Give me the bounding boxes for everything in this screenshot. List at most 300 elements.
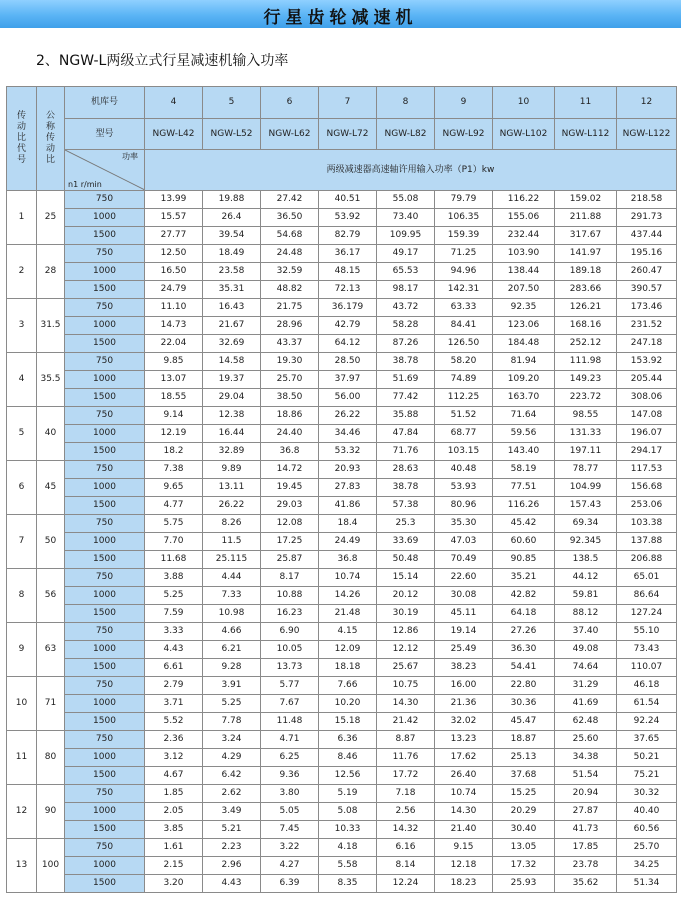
power-value-cell: 21.40: [435, 821, 493, 839]
ratio-code-cell: 9: [7, 623, 37, 677]
power-value-cell: 308.06: [617, 389, 677, 407]
power-value-cell: 58.20: [435, 353, 493, 371]
power-value-cell: 126.50: [435, 335, 493, 353]
power-value-cell: 80.96: [435, 497, 493, 515]
power-value-cell: 110.07: [617, 659, 677, 677]
power-value-cell: 19.30: [261, 353, 319, 371]
model-cell: NGW-L82: [377, 119, 435, 150]
power-value-cell: 30.32: [617, 785, 677, 803]
power-value-cell: 16.44: [203, 425, 261, 443]
power-value-cell: 92.35: [493, 299, 555, 317]
power-value-cell: 9.28: [203, 659, 261, 677]
speed-cell: 750: [65, 407, 145, 425]
power-value-cell: 103.15: [435, 443, 493, 461]
power-value-cell: 21.36: [435, 695, 493, 713]
power-value-cell: 7.78: [203, 713, 261, 731]
power-value-cell: 35.31: [203, 281, 261, 299]
power-value-cell: 437.44: [617, 227, 677, 245]
power-value-cell: 25.115: [203, 551, 261, 569]
power-value-cell: 39.54: [203, 227, 261, 245]
power-value-cell: 38.50: [261, 389, 319, 407]
power-value-cell: 252.12: [555, 335, 617, 353]
power-value-cell: 18.23: [435, 875, 493, 893]
power-value-cell: 20.93: [319, 461, 377, 479]
power-value-cell: 7.18: [377, 785, 435, 803]
table-row: [7, 479, 677, 497]
power-value-cell: 17.25: [261, 533, 319, 551]
power-value-cell: 92.24: [617, 713, 677, 731]
speed-cell: 1000: [65, 371, 145, 389]
power-value-cell: 163.70: [493, 389, 555, 407]
power-value-cell: 17.72: [377, 767, 435, 785]
power-value-cell: 27.87: [555, 803, 617, 821]
nominal-ratio-char: 动: [45, 144, 55, 154]
ratio-code-cell: 11: [7, 731, 37, 785]
power-value-cell: 16.50: [145, 263, 203, 281]
power-value-cell: 18.2: [145, 443, 203, 461]
power-value-cell: 47.84: [377, 425, 435, 443]
ratio-code-char: 动: [16, 122, 26, 132]
power-value-cell: 117.53: [617, 461, 677, 479]
power-value-cell: 55.08: [377, 191, 435, 209]
power-value-cell: 41.73: [555, 821, 617, 839]
table-row: [7, 497, 677, 515]
table-row: [7, 443, 677, 461]
power-value-cell: 10.05: [261, 641, 319, 659]
speed-cell: 1500: [65, 821, 145, 839]
power-value-cell: 247.18: [617, 335, 677, 353]
power-value-cell: 35.21: [493, 569, 555, 587]
speed-cell: 1500: [65, 227, 145, 245]
power-value-cell: 317.67: [555, 227, 617, 245]
frame-cell: 6: [261, 87, 319, 119]
power-value-cell: 155.06: [493, 209, 555, 227]
power-value-cell: 18.87: [493, 731, 555, 749]
power-value-cell: 2.23: [203, 839, 261, 857]
speed-cell: 1000: [65, 533, 145, 551]
power-value-cell: 32.69: [203, 335, 261, 353]
power-value-cell: 30.36: [493, 695, 555, 713]
power-value-cell: 4.71: [261, 731, 319, 749]
power-value-cell: 40.40: [617, 803, 677, 821]
power-value-cell: 12.56: [319, 767, 377, 785]
power-value-cell: 21.48: [319, 605, 377, 623]
power-value-cell: 41.69: [555, 695, 617, 713]
power-value-cell: 74.89: [435, 371, 493, 389]
speed-cell: 750: [65, 245, 145, 263]
table-row: [7, 623, 677, 641]
power-value-cell: 20.94: [555, 785, 617, 803]
section-title: 2、NGW-L两级立式行星减速机输入功率: [36, 53, 289, 69]
frame-cell: 12: [617, 87, 677, 119]
ratio-code-cell: 8: [7, 569, 37, 623]
power-value-cell: 11.76: [377, 749, 435, 767]
power-value-cell: 23.78: [555, 857, 617, 875]
power-value-cell: 40.48: [435, 461, 493, 479]
power-value-cell: 10.33: [319, 821, 377, 839]
power-value-cell: 31.29: [555, 677, 617, 695]
power-value-cell: 25.70: [261, 371, 319, 389]
model-cell: NGW-L72: [319, 119, 377, 150]
power-value-cell: 50.48: [377, 551, 435, 569]
power-value-cell: 25.13: [493, 749, 555, 767]
power-value-cell: 283.66: [555, 281, 617, 299]
power-value-cell: 141.97: [555, 245, 617, 263]
power-value-cell: 51.34: [617, 875, 677, 893]
power-value-cell: 25.49: [435, 641, 493, 659]
frame-cell: 5: [203, 87, 261, 119]
power-value-cell: 6.25: [261, 749, 319, 767]
power-value-cell: 109.20: [493, 371, 555, 389]
power-value-cell: 26.40: [435, 767, 493, 785]
table-row: [7, 695, 677, 713]
power-value-cell: 26.22: [203, 497, 261, 515]
power-value-cell: 10.74: [319, 569, 377, 587]
nominal-ratio-char: 公: [45, 111, 55, 121]
power-value-cell: 3.85: [145, 821, 203, 839]
power-value-cell: 30.19: [377, 605, 435, 623]
power-value-cell: 4.15: [319, 623, 377, 641]
power-value-cell: 45.47: [493, 713, 555, 731]
table-row: [7, 227, 677, 245]
power-label: 功率: [122, 152, 138, 161]
power-value-cell: 32.02: [435, 713, 493, 731]
power-value-cell: 116.22: [493, 191, 555, 209]
power-value-cell: 2.62: [203, 785, 261, 803]
power-value-cell: 3.80: [261, 785, 319, 803]
power-value-cell: 56.00: [319, 389, 377, 407]
power-value-cell: 5.77: [261, 677, 319, 695]
ratio-code-cell: 6: [7, 461, 37, 515]
power-value-cell: 3.12: [145, 749, 203, 767]
power-value-cell: 36.17: [319, 245, 377, 263]
table-row: [7, 839, 677, 857]
ratio-code-cell: 7: [7, 515, 37, 569]
ratio-code-cell: 3: [7, 299, 37, 353]
power-value-cell: 153.92: [617, 353, 677, 371]
power-value-cell: 159.39: [435, 227, 493, 245]
power-value-cell: 10.74: [435, 785, 493, 803]
power-value-cell: 41.86: [319, 497, 377, 515]
power-value-cell: 7.70: [145, 533, 203, 551]
power-value-cell: 137.88: [617, 533, 677, 551]
power-value-cell: 12.50: [145, 245, 203, 263]
power-value-cell: 2.05: [145, 803, 203, 821]
speed-cell: 1000: [65, 479, 145, 497]
power-value-cell: 48.82: [261, 281, 319, 299]
power-value-cell: 260.47: [617, 263, 677, 281]
power-value-cell: 62.48: [555, 713, 617, 731]
nominal-ratio-cell: 100: [37, 839, 65, 893]
table-row: [7, 821, 677, 839]
power-value-cell: 38.23: [435, 659, 493, 677]
power-value-cell: 27.26: [493, 623, 555, 641]
power-value-cell: 12.18: [435, 857, 493, 875]
power-value-cell: 22.60: [435, 569, 493, 587]
power-value-cell: 13.11: [203, 479, 261, 497]
power-value-cell: 27.83: [319, 479, 377, 497]
power-value-cell: 5.05: [261, 803, 319, 821]
table-row: [7, 659, 677, 677]
power-value-cell: 71.64: [493, 407, 555, 425]
power-value-cell: 21.75: [261, 299, 319, 317]
power-value-cell: 42.82: [493, 587, 555, 605]
power-value-cell: 4.18: [319, 839, 377, 857]
power-value-cell: 9.15: [435, 839, 493, 857]
power-value-cell: 94.96: [435, 263, 493, 281]
nominal-ratio-char: 传: [45, 133, 55, 143]
speed-cell: 1000: [65, 803, 145, 821]
power-value-cell: 9.89: [203, 461, 261, 479]
power-value-cell: 49.17: [377, 245, 435, 263]
frame-number-label: 机库号: [65, 87, 145, 119]
ratio-code-char: 比: [16, 133, 26, 143]
ratio-code-cell: 5: [7, 407, 37, 461]
table-row: [7, 425, 677, 443]
power-value-cell: 53.93: [435, 479, 493, 497]
ratio-code-cell: 2: [7, 245, 37, 299]
power-value-cell: 51.52: [435, 407, 493, 425]
table-row: [7, 389, 677, 407]
speed-cell: 1500: [65, 875, 145, 893]
power-value-cell: 6.16: [377, 839, 435, 857]
power-value-cell: 11.10: [145, 299, 203, 317]
table-row: [7, 245, 677, 263]
power-value-cell: 8.87: [377, 731, 435, 749]
nominal-ratio-cell: 45: [37, 461, 65, 515]
power-value-cell: 5.75: [145, 515, 203, 533]
power-value-cell: 123.06: [493, 317, 555, 335]
power-value-cell: 19.14: [435, 623, 493, 641]
power-value-cell: 7.66: [319, 677, 377, 695]
power-value-cell: 70.49: [435, 551, 493, 569]
power-value-cell: 184.48: [493, 335, 555, 353]
power-value-cell: 45.42: [493, 515, 555, 533]
power-value-cell: 104.99: [555, 479, 617, 497]
nominal-ratio-cell: 31.5: [37, 299, 65, 353]
power-value-cell: 149.23: [555, 371, 617, 389]
power-value-cell: 10.88: [261, 587, 319, 605]
power-value-cell: 48.15: [319, 263, 377, 281]
power-value-cell: 8.46: [319, 749, 377, 767]
power-value-cell: 19.45: [261, 479, 319, 497]
power-value-cell: 19.88: [203, 191, 261, 209]
page-title: 行星齿轮减速机: [263, 8, 418, 28]
power-value-cell: 29.04: [203, 389, 261, 407]
power-value-cell: 291.73: [617, 209, 677, 227]
power-value-cell: 5.21: [203, 821, 261, 839]
power-value-cell: 11.68: [145, 551, 203, 569]
power-value-cell: 25.87: [261, 551, 319, 569]
power-value-cell: 84.41: [435, 317, 493, 335]
power-value-cell: 43.72: [377, 299, 435, 317]
power-value-cell: 14.30: [377, 695, 435, 713]
power-value-cell: 44.12: [555, 569, 617, 587]
power-value-cell: 3.33: [145, 623, 203, 641]
power-value-cell: 6.61: [145, 659, 203, 677]
ratio-code-header: [7, 87, 37, 191]
power-value-cell: 12.09: [319, 641, 377, 659]
power-value-cell: 60.56: [617, 821, 677, 839]
power-value-cell: 13.99: [145, 191, 203, 209]
speed-cell: 750: [65, 785, 145, 803]
ratio-code-char: 代: [16, 144, 26, 154]
speed-cell: 1500: [65, 497, 145, 515]
power-value-cell: 9.36: [261, 767, 319, 785]
power-value-cell: 16.23: [261, 605, 319, 623]
speed-cell: 750: [65, 515, 145, 533]
speed-cell: 1000: [65, 425, 145, 443]
power-value-cell: 4.27: [261, 857, 319, 875]
model-cell: NGW-L92: [435, 119, 493, 150]
power-value-cell: 35.62: [555, 875, 617, 893]
model-label: 型号: [65, 119, 145, 150]
power-value-cell: 12.86: [377, 623, 435, 641]
power-value-cell: 1.61: [145, 839, 203, 857]
power-value-cell: 207.50: [493, 281, 555, 299]
power-table: [6, 86, 677, 893]
power-value-cell: 58.19: [493, 461, 555, 479]
speed-cell: 1000: [65, 587, 145, 605]
power-value-cell: 10.75: [377, 677, 435, 695]
power-value-cell: 1.85: [145, 785, 203, 803]
power-value-cell: 69.34: [555, 515, 617, 533]
power-value-cell: 26.22: [319, 407, 377, 425]
power-value-cell: 116.26: [493, 497, 555, 515]
power-value-cell: 4.29: [203, 749, 261, 767]
model-cell: NGW-L102: [493, 119, 555, 150]
power-value-cell: 17.62: [435, 749, 493, 767]
power-value-cell: 92.345: [555, 533, 617, 551]
speed-cell: 1000: [65, 695, 145, 713]
power-value-cell: 111.98: [555, 353, 617, 371]
power-value-cell: 211.88: [555, 209, 617, 227]
power-value-cell: 294.17: [617, 443, 677, 461]
power-value-cell: 50.21: [617, 749, 677, 767]
power-value-cell: 5.58: [319, 857, 377, 875]
power-value-cell: 34.38: [555, 749, 617, 767]
power-value-cell: 42.79: [319, 317, 377, 335]
power-value-cell: 8.14: [377, 857, 435, 875]
power-value-cell: 223.72: [555, 389, 617, 407]
power-value-cell: 19.37: [203, 371, 261, 389]
power-value-cell: 4.43: [203, 875, 261, 893]
ratio-code-cell: 4: [7, 353, 37, 407]
speed-cell: 1500: [65, 335, 145, 353]
power-value-cell: 2.36: [145, 731, 203, 749]
nominal-ratio-cell: 25: [37, 191, 65, 245]
speed-cell: 1000: [65, 317, 145, 335]
speed-cell: 750: [65, 677, 145, 695]
power-value-cell: 7.67: [261, 695, 319, 713]
power-value-cell: 24.40: [261, 425, 319, 443]
power-value-cell: 9.85: [145, 353, 203, 371]
power-value-cell: 37.40: [555, 623, 617, 641]
power-value-cell: 8.26: [203, 515, 261, 533]
power-value-cell: 74.64: [555, 659, 617, 677]
power-value-cell: 37.65: [617, 731, 677, 749]
power-value-cell: 32.59: [261, 263, 319, 281]
diagonal-header-cell: [65, 150, 145, 191]
table-row: [7, 299, 677, 317]
speed-cell: 1000: [65, 641, 145, 659]
speed-cell: 1500: [65, 281, 145, 299]
speed-cell: 1500: [65, 443, 145, 461]
power-value-cell: 16.43: [203, 299, 261, 317]
table-row: [7, 605, 677, 623]
speed-cell: 750: [65, 461, 145, 479]
power-value-cell: 53.32: [319, 443, 377, 461]
power-value-cell: 36.50: [261, 209, 319, 227]
table-row: [7, 353, 677, 371]
frame-cell: 10: [493, 87, 555, 119]
power-value-cell: 64.18: [493, 605, 555, 623]
speed-cell: 750: [65, 299, 145, 317]
power-value-cell: 18.18: [319, 659, 377, 677]
power-value-cell: 35.30: [435, 515, 493, 533]
power-value-cell: 57.38: [377, 497, 435, 515]
table-row: [7, 281, 677, 299]
table-row: [7, 857, 677, 875]
power-value-cell: 9.14: [145, 407, 203, 425]
table-row: [7, 191, 677, 209]
power-value-cell: 25.70: [617, 839, 677, 857]
power-value-cell: 59.56: [493, 425, 555, 443]
power-value-cell: 106.35: [435, 209, 493, 227]
power-value-cell: 253.06: [617, 497, 677, 515]
power-value-cell: 12.24: [377, 875, 435, 893]
power-value-cell: 71.76: [377, 443, 435, 461]
power-value-cell: 131.33: [555, 425, 617, 443]
nominal-ratio-cell: 40: [37, 407, 65, 461]
power-value-cell: 24.49: [319, 533, 377, 551]
table-row: [7, 803, 677, 821]
power-value-cell: 18.55: [145, 389, 203, 407]
power-value-cell: 197.11: [555, 443, 617, 461]
power-value-cell: 109.95: [377, 227, 435, 245]
table-row: [7, 533, 677, 551]
power-value-cell: 77.51: [493, 479, 555, 497]
model-cell: NGW-L112: [555, 119, 617, 150]
power-value-cell: 8.17: [261, 569, 319, 587]
power-value-cell: 12.38: [203, 407, 261, 425]
power-value-cell: 13.05: [493, 839, 555, 857]
model-cell: NGW-L42: [145, 119, 203, 150]
power-value-cell: 196.07: [617, 425, 677, 443]
power-value-cell: 127.24: [617, 605, 677, 623]
power-value-cell: 24.79: [145, 281, 203, 299]
power-value-cell: 53.92: [319, 209, 377, 227]
power-value-cell: 40.51: [319, 191, 377, 209]
power-value-cell: 29.03: [261, 497, 319, 515]
power-value-cell: 63.33: [435, 299, 493, 317]
power-value-cell: 90.85: [493, 551, 555, 569]
power-value-cell: 12.08: [261, 515, 319, 533]
power-value-cell: 15.14: [377, 569, 435, 587]
power-value-cell: 2.56: [377, 803, 435, 821]
power-value-cell: 38.78: [377, 353, 435, 371]
power-value-cell: 7.33: [203, 587, 261, 605]
power-value-cell: 27.42: [261, 191, 319, 209]
speed-cell: 750: [65, 839, 145, 857]
power-value-cell: 55.10: [617, 623, 677, 641]
power-value-cell: 28.50: [319, 353, 377, 371]
power-value-cell: 86.64: [617, 587, 677, 605]
power-value-cell: 3.49: [203, 803, 261, 821]
power-value-cell: 82.79: [319, 227, 377, 245]
speed-cell: 750: [65, 731, 145, 749]
power-value-cell: 54.68: [261, 227, 319, 245]
